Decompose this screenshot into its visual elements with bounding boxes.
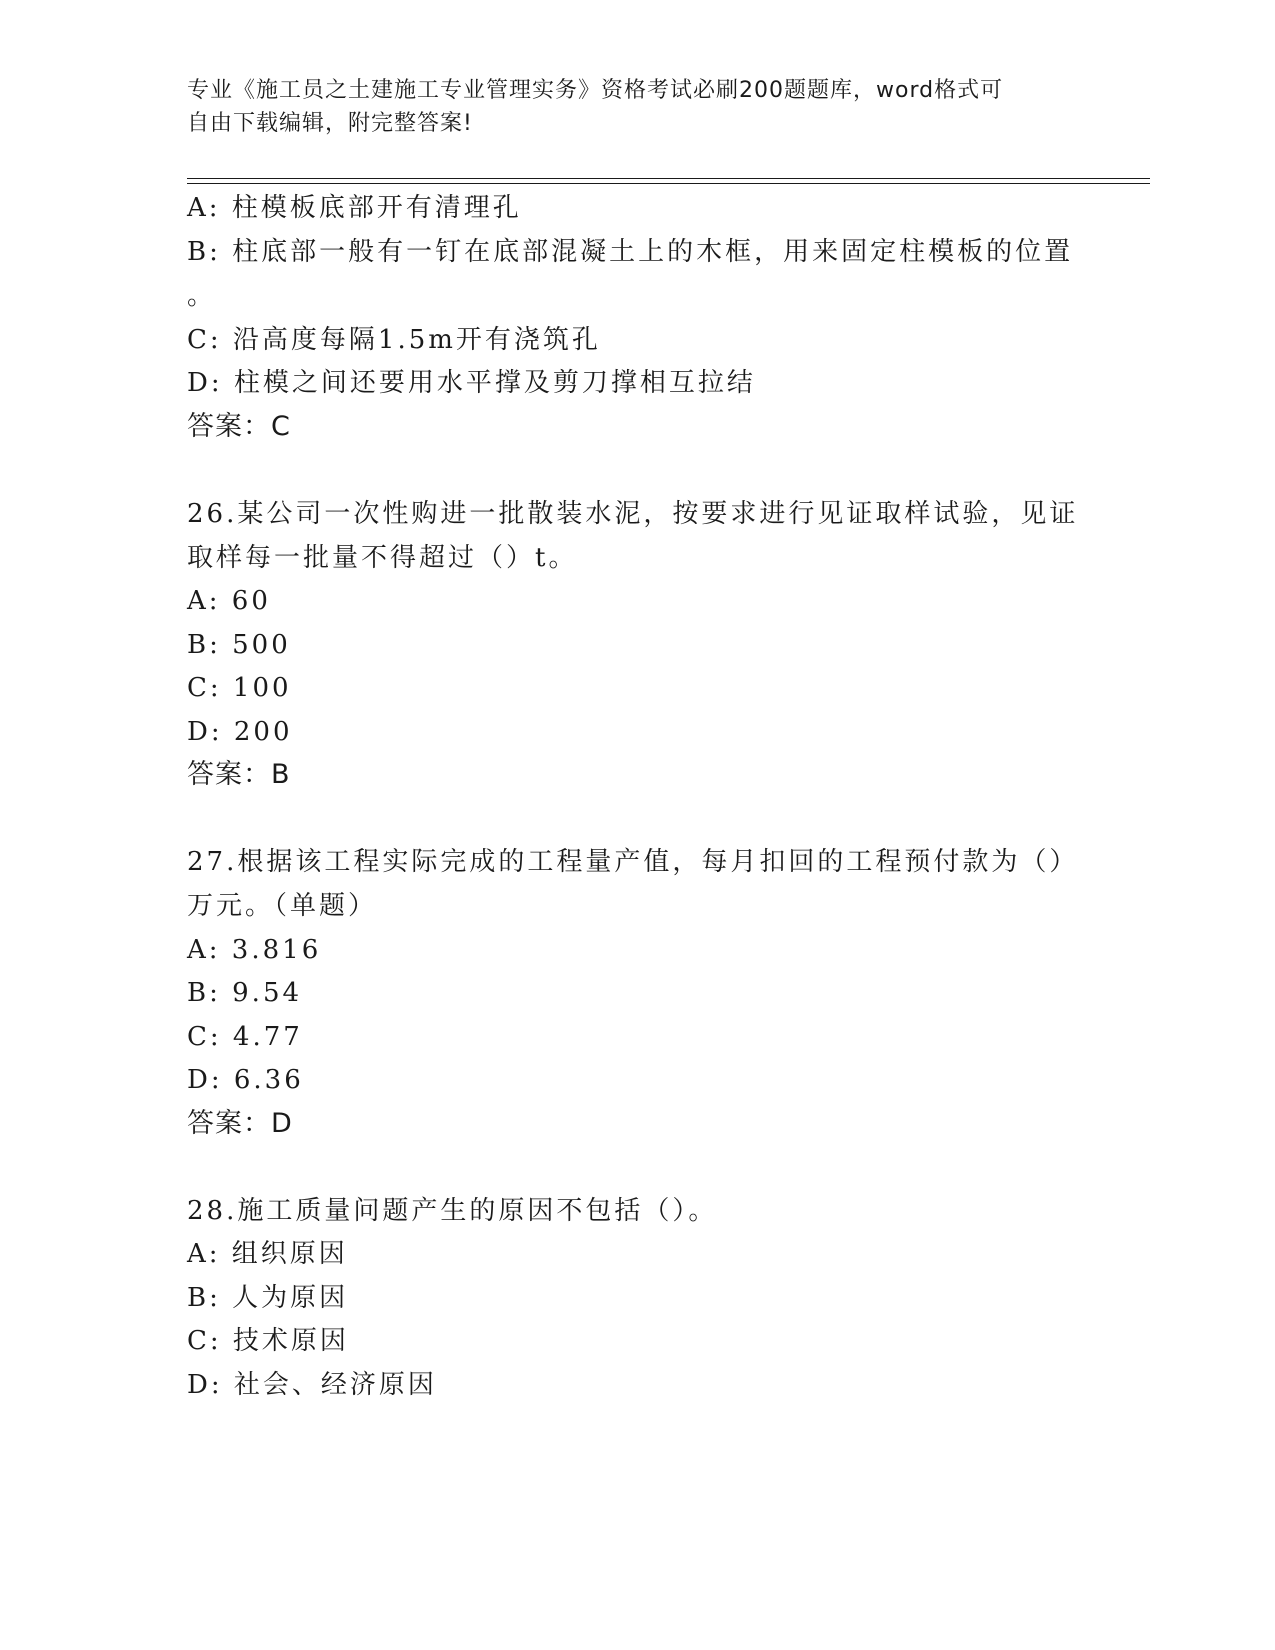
q28-option-b: B: 人为原因	[187, 1283, 349, 1313]
q25-answer: 答案：C	[187, 411, 291, 442]
document-header	[187, 74, 1067, 140]
header-line-2: 自由下载编辑，附完整答案!	[187, 111, 473, 136]
q26-stem-line-2: 取样每一批量不得超过（）t。	[187, 543, 578, 573]
q27-option-c: C: 4.77	[187, 1022, 303, 1052]
header-rule-top	[187, 178, 1150, 179]
q27-answer: 答案：D	[187, 1108, 293, 1139]
header-line-1: 专业《施工员之土建施工专业管理实务》资格考试必刷200题题库，word格式可	[187, 78, 1004, 103]
header-rule-bottom	[187, 183, 1150, 184]
q26-option-d: D: 200	[187, 717, 293, 747]
q27-option-b: B: 9.54	[187, 978, 303, 1008]
q27-option-a: A: 3.816	[187, 935, 322, 965]
q25-option-a: A: 柱模板底部开有清理孔	[187, 193, 522, 223]
q25-option-b: B: 柱底部一般有一钉在底部混凝土上的木框，用来固定柱模板的位置	[187, 237, 1074, 267]
q26-option-b: B: 500	[187, 630, 291, 660]
q26-answer: 答案：B	[187, 759, 291, 790]
q28-option-a: A: 组织原因	[187, 1239, 348, 1269]
q28-stem-line-1: 28.施工质量问题产生的原因不包括（）。	[187, 1196, 718, 1226]
q26-option-a: A: 60	[187, 586, 271, 616]
q27-stem-line-2: 万元。（单题）	[187, 891, 378, 921]
q26-stem-line-1: 26.某公司一次性购进一批散装水泥，按要求进行见证取样试验，见证	[187, 499, 1079, 529]
q25-option-c: C: 沿高度每隔1.5m开有浇筑孔	[187, 325, 601, 355]
q27-stem-line-1: 27.根据该工程实际完成的工程量产值，每月扣回的工程预付款为（）	[187, 847, 1079, 877]
q26-option-c: C: 100	[187, 673, 292, 703]
q28-option-d: D: 社会、经济原因	[187, 1370, 437, 1400]
q25-option-d: D: 柱模之间还要用水平撑及剪刀撑相互拉结	[187, 368, 756, 398]
q25-option-b-continued: 。	[187, 281, 217, 311]
q27-option-d: D: 6.36	[187, 1065, 304, 1095]
q28-option-c: C: 技术原因	[187, 1326, 349, 1356]
